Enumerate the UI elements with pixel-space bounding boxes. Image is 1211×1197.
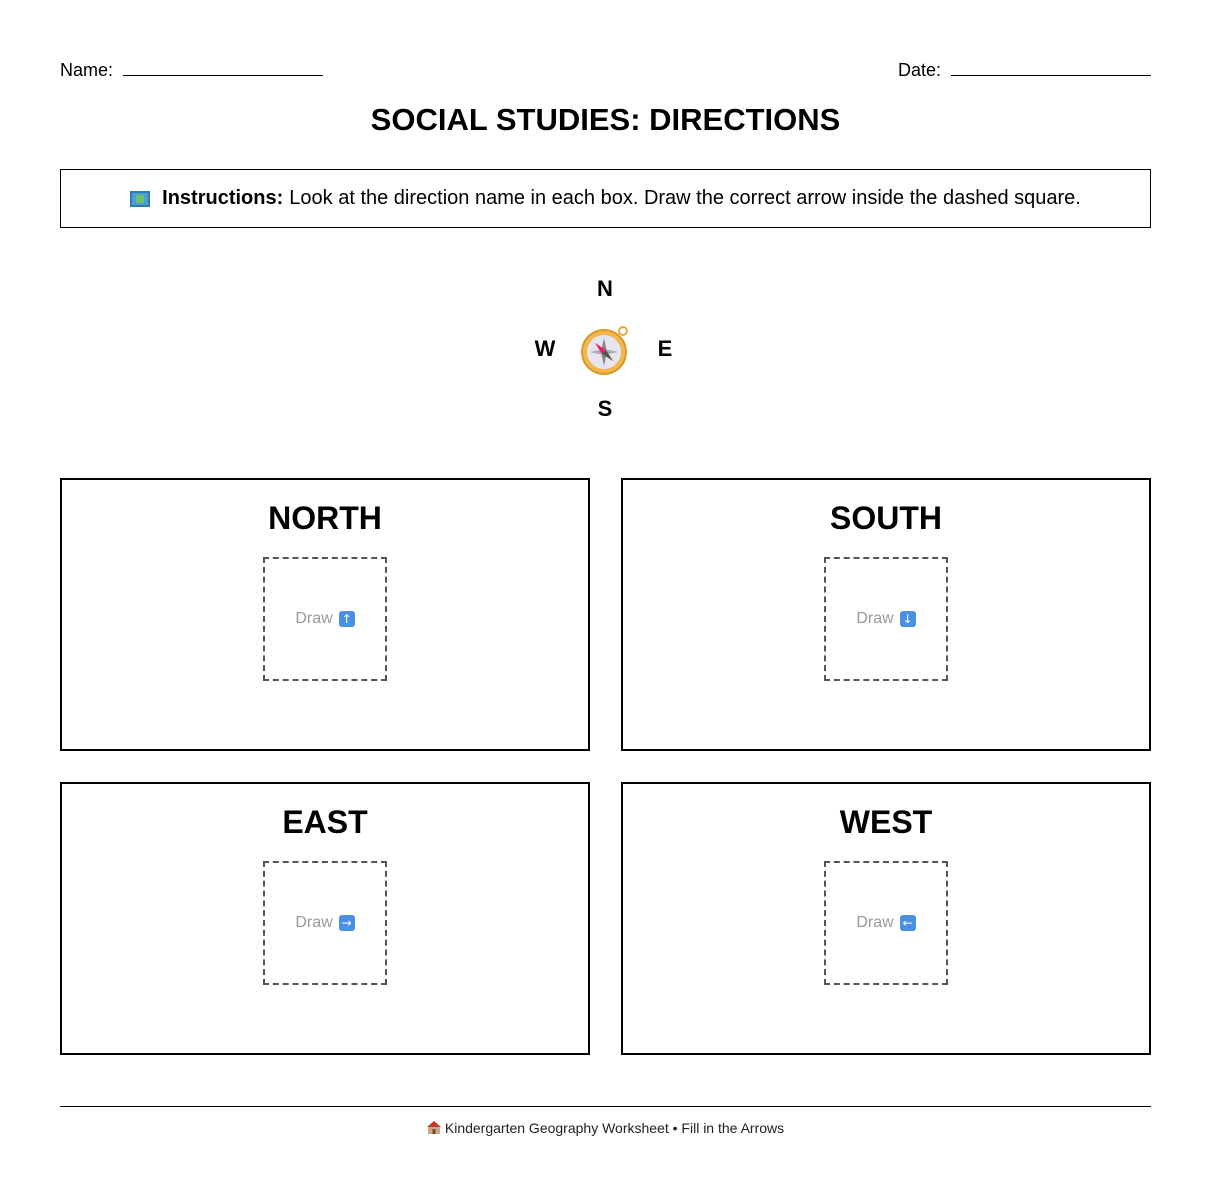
draw-hint: Draw (856, 914, 894, 931)
card-title: SOUTH (830, 500, 942, 536)
date-line (951, 60, 1151, 76)
name-line (123, 60, 323, 76)
direction-card-north (60, 478, 590, 751)
draw-area[interactable] (263, 557, 387, 681)
name-field[interactable] (60, 60, 323, 81)
direction-card-south (621, 478, 1151, 751)
footer (0, 1120, 1211, 1136)
instructions-label: Instructions: (162, 187, 284, 209)
compass-icon (578, 324, 632, 378)
arrow-left-icon: ← (900, 915, 916, 931)
arrow-right-icon: → (339, 915, 355, 931)
draw-area[interactable] (824, 861, 948, 985)
name-label: Name: (60, 60, 114, 80)
compass-n: N (597, 276, 613, 301)
instructions-text: Look at the direction name in each box. Draw the correct arrow inside the dashed square. (289, 187, 1081, 209)
direction-card-west (621, 782, 1151, 1055)
draw-hint: Draw (295, 914, 333, 931)
compass-s: S (597, 396, 613, 421)
card-title: NORTH (268, 500, 382, 536)
direction-card-east (60, 782, 590, 1055)
header-row (60, 60, 1151, 80)
footer-divider (60, 1106, 1151, 1107)
draw-area[interactable] (824, 557, 948, 681)
school-icon (427, 1121, 441, 1134)
arrow-down-icon: ↓ (900, 611, 916, 627)
arrow-up-icon: ↑ (339, 611, 355, 627)
draw-area[interactable] (263, 861, 387, 985)
compass-e: E (657, 336, 673, 361)
compass-w: W (534, 336, 556, 361)
date-label: Date: (897, 60, 941, 80)
page-title: SOCIAL STUDIES: DIRECTIONS (370, 102, 841, 137)
instructions-box (60, 169, 1151, 228)
card-title: WEST (839, 804, 933, 840)
map-icon (130, 191, 150, 207)
footer-text: Kindergarten Geography Worksheet • Fill in the Arrows (444, 1120, 785, 1136)
draw-hint: Draw (856, 610, 894, 627)
date-field[interactable] (898, 60, 1151, 81)
card-title: EAST (282, 804, 368, 840)
draw-hint: Draw (295, 610, 333, 627)
